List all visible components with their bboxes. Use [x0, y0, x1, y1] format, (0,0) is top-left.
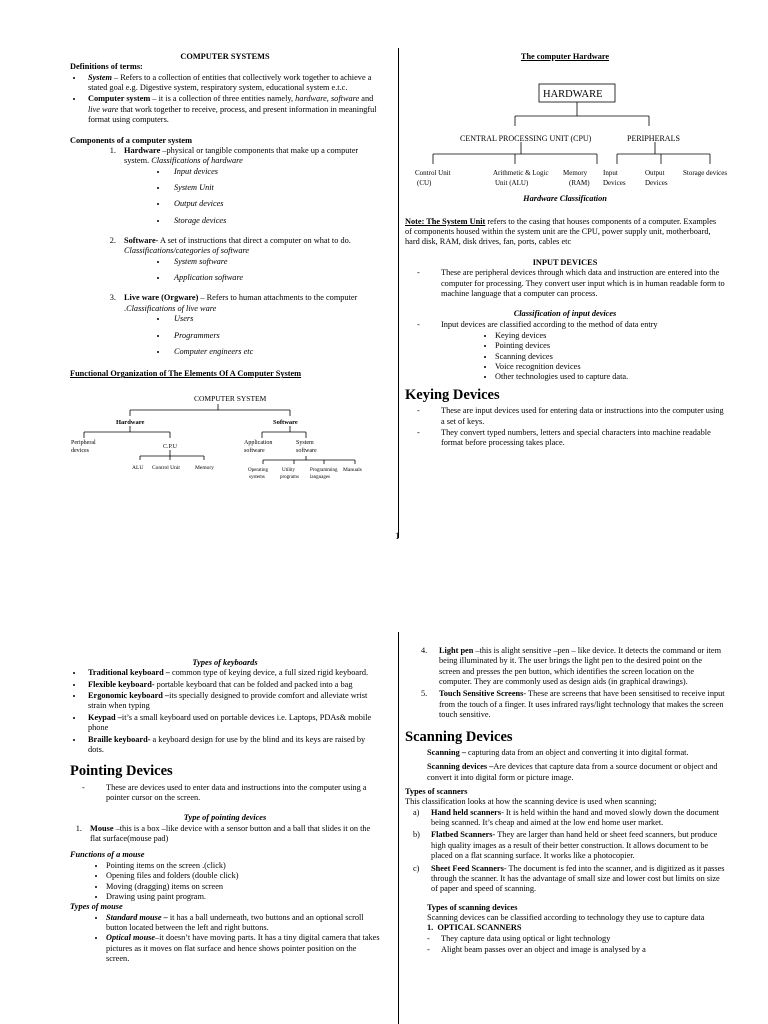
keyboard-type-text: a keyboard design for use by the blind and its keys are raised by dots. — [88, 734, 366, 754]
item-term: Light pen — [439, 646, 474, 655]
functional-heading: Functional Organization of The Elements Of A Computer System — [70, 369, 302, 379]
scanning-types-heading: Types of scanning devices — [427, 902, 518, 912]
mouse-function: • Drawing using paint program. — [106, 892, 380, 902]
mouse-term: Mouse — [90, 823, 114, 833]
components-list — [70, 146, 380, 357]
liveware-item: • Programmers — [168, 331, 380, 341]
hardware-item: • System Unit — [168, 183, 380, 193]
classification-description — [405, 320, 725, 330]
component-software — [118, 236, 380, 283]
diagram-prog-2: languages — [310, 474, 330, 480]
scanner-text: - The document is fed into the scanner, and is digitized as it passes through the scanner. It has the advantage of small size and lower cost but limits on size of paper and speed of scanning. — [431, 863, 725, 894]
mouse-function: • Opening files and folders (double click) — [106, 871, 380, 881]
mouse-item — [84, 824, 380, 845]
component-hardware-term: Hardware — [124, 145, 161, 155]
diagram-app-2: software — [244, 447, 265, 454]
diagram-os-1: Operating — [248, 467, 268, 473]
input-devices-text: - These are peripheral devices through which data and instruction are entered into the computer for processing. They convert user input which is in human readable form to machine language that a computer can process. — [417, 268, 725, 299]
diagram-sys-1: System — [296, 439, 314, 446]
classification-heading: Classification of input devices — [513, 309, 617, 319]
definition-cs-comma: , — [326, 94, 331, 104]
component-software-term: Software — [124, 236, 156, 246]
mouse-function: • Moving (dragging) items on screen — [106, 882, 380, 892]
definition-cs-and: and — [359, 94, 374, 104]
light-pen-item — [421, 646, 725, 687]
component-liveware-text: – Refers to human attachments to the computer . — [124, 293, 358, 313]
scanner-term: Hand held scanners — [431, 807, 502, 817]
diagram-util-2: programs — [280, 474, 299, 480]
hardware-storage: Storage devices — [683, 169, 728, 178]
pointing-types-heading: Type of pointing devices — [183, 813, 267, 823]
column-divider — [398, 632, 399, 1024]
diagram-connectors — [84, 404, 355, 464]
touch-screen-item — [421, 689, 725, 720]
definition-cs-hardware: hardware — [295, 94, 327, 104]
diagram-manuals: Manuals — [343, 466, 362, 473]
hardware-root: HARDWARE — [543, 89, 603, 101]
software-item: • Application software — [168, 273, 380, 283]
keyboard-type — [84, 668, 380, 678]
pointing-devices-heading: Pointing Devices — [70, 763, 173, 780]
hardware-mem-2: (RAM) — [569, 179, 590, 188]
scanning-devices-term: Scanning devices – — [427, 762, 494, 772]
hardware-out-2: Devices — [645, 179, 668, 188]
mouse-functions-heading: Functions of a mouse — [70, 850, 145, 860]
component-hardware — [118, 146, 380, 226]
hardware-peripherals: PERIPHERALS — [627, 134, 680, 144]
scanner-type — [413, 808, 725, 829]
mouse-types-list — [70, 913, 380, 965]
mouse-type — [106, 913, 380, 934]
keyboard-type — [84, 691, 380, 712]
keying-devices-list — [405, 406, 725, 448]
keyboard-type — [84, 713, 380, 734]
diagram-control-unit: Control Unit — [152, 464, 180, 471]
hardware-diagram — [405, 68, 728, 200]
classification-text: - Input devices are classified according to the method of data entry — [417, 320, 725, 330]
page-one-left-column — [70, 52, 380, 486]
mouse-type-term: Optical mouse — [106, 933, 156, 943]
hardware-alu-1: Arithmetic & Logic — [493, 169, 549, 178]
diagram-root: COMPUTER SYSTEM — [194, 393, 267, 403]
hardware-out-1: Output — [645, 169, 665, 178]
keyboard-type — [84, 680, 380, 690]
diagram-peripheral-2: devices — [71, 447, 89, 454]
hardware-cu-2: (CU) — [417, 179, 432, 188]
item-term: Touch Sensitive Screens — [439, 689, 524, 699]
keying-devices-heading: Keying Devices — [405, 386, 500, 403]
definition-computer-system — [84, 94, 380, 125]
liveware-items — [124, 314, 380, 357]
scanner-mark: a) — [413, 807, 420, 817]
diagram-os-2: systems — [249, 474, 265, 480]
pointing-devices-description — [70, 783, 380, 804]
hardware-alu-2: Unit (ALU) — [495, 179, 529, 188]
keyboard-type-text: common type of keying device, a full sized rigid keyboard. — [169, 668, 369, 678]
scanner-type — [413, 864, 725, 895]
page-two-left-column — [70, 658, 380, 964]
page-one-right-column — [405, 52, 728, 453]
scanning-devices-text: Are devices that capture data from a source document or object and convert it into digital form or picture image. — [427, 762, 718, 782]
classification-item: • Voice recognition devices — [495, 362, 725, 372]
scanner-term: Flatbed Scanners — [431, 830, 493, 840]
system-unit-note — [405, 217, 725, 248]
scanner-text: - They are larger than hand held or sheet feed scanners, but produce high quality images as a result of their better construction. It allows document to be placed on a flat scanning surface. It works like a photocopier. — [431, 830, 718, 861]
mouse-text: –this is a box –like device with a sensor button and a ball that slides it on the flat surface(mouse pad) — [90, 823, 371, 844]
input-devices-heading: INPUT DEVICES — [532, 257, 598, 267]
scanner-types-heading: Types of scanners — [405, 786, 468, 796]
item-text: –this is alight sensitive –pen – like device. It detects the command or item being illuminated by it. The user brings the light pen to the desired point on the screen and presses the pen button, which identifies the screen location on the computer. They are commonly used as design aids (in graphical drawings). — [439, 646, 722, 687]
hardware-mem-1: Memory — [563, 169, 588, 178]
optical-scanners-heading — [405, 923, 725, 933]
scanning-devices-definition — [405, 762, 725, 783]
components-heading: Components of a computer system — [70, 135, 192, 145]
classification-item: • Scanning devices — [495, 352, 725, 362]
pointing-devices-continued — [405, 646, 725, 721]
component-hardware-class: Classifications of hardware — [151, 156, 243, 166]
scanner-term: Sheet Feed Scanners — [431, 863, 504, 873]
note-text: refers to the casing that houses components of a computer. Examples of components housed within the system unit are the CPU, power supply unit, motherboard, hard disk, RAM, disk drives, fan, ports, cables etc — [405, 216, 717, 247]
definition-cs-software: software — [330, 94, 360, 104]
diagram-memory: Memory — [195, 464, 214, 471]
keyboard-type — [84, 735, 380, 756]
software-items — [124, 257, 380, 284]
component-liveware-class: Classifications of live ware — [126, 303, 217, 313]
keyboard-type-text: portable keyboard that can be folded and packed into a bag — [154, 679, 353, 689]
keyboard-type-term: Keypad – — [88, 712, 122, 722]
scanner-mark: b) — [413, 830, 420, 840]
keyboard-types-heading: Types of keyboards — [192, 658, 258, 667]
software-item: • System software — [168, 257, 380, 267]
keyboard-type-term: Braille keyboard- — [88, 734, 151, 744]
diagram-alu: ALU — [132, 464, 144, 471]
input-devices-description — [405, 268, 725, 299]
diagram-peripheral-1: Peripheral — [71, 439, 96, 446]
definitions-list — [70, 73, 380, 126]
scanner-types-list — [405, 808, 725, 895]
scanner-types-text: This classification looks at how the scanning device is used when scanning; — [405, 797, 657, 807]
liveware-item: • Computer engineers etc — [168, 347, 380, 357]
component-software-class: Classifications/categories of software — [124, 246, 250, 256]
scanning-definition — [405, 748, 725, 758]
hardware-item: • Storage devices — [168, 216, 380, 226]
hardware-item: • Input devices — [168, 167, 380, 177]
keying-item: - They convert typed numbers, letters and special characters into machine readable format before processing takes place. — [417, 428, 725, 449]
keyboard-type-text: its specially designed to provide comfort and alleviate wrist strain when typing — [88, 691, 368, 711]
scanner-text: - It is held within the hand and moved slowly down the document being scanned. It’s cheap and aimed at the low end home user market. — [431, 807, 720, 828]
hardware-cu-1: Control Unit — [415, 169, 451, 178]
mouse-type-text: –it doesn’t have moving parts. It has a tiny digital camera that takes pictures as it moves on flat surface and hence shows pointer position on the screen. — [106, 933, 380, 964]
optical-item: - They capture data using optical or light technology — [427, 934, 725, 944]
term-system: System — [88, 72, 112, 82]
hardware-title: The computer Hardware — [520, 52, 610, 61]
mouse-type-text: it has a ball underneath, two buttons and an optional scroll button located between the left and right buttons. — [106, 912, 364, 932]
hardware-cpu: CENTRAL PROCESSING UNIT (CPU) — [460, 134, 592, 144]
hardware-item: • Output devices — [168, 199, 380, 209]
classification-item: • Keying devices — [495, 331, 725, 341]
mouse-types-heading: Types of mouse — [70, 902, 123, 912]
definition-cs-text-a: – it is a collection of three entities namely, — [150, 94, 296, 104]
definition-system-text: – Refers to a collection of entities that collectively work together to achieve a stated goal e.g. Digestive system, respiratory system, educational system e.t.c. — [88, 72, 372, 93]
definition-system — [84, 73, 380, 94]
computer-system-diagram — [70, 386, 370, 486]
keyboard-type-text: it’s a small keyboard used on portable devices i.e. Laptops, PDAs& mobile phone — [88, 712, 372, 733]
mouse-type — [106, 933, 380, 964]
component-hardware-text: –physical or tangible components that make up a computer system. — [124, 145, 359, 166]
column-divider — [398, 48, 399, 538]
diagram-prog-1: Programming — [310, 467, 338, 473]
page-two — [0, 512, 768, 1024]
hardware-in-1: Input — [603, 169, 618, 178]
classification-item: • Pointing devices — [495, 341, 725, 351]
scanning-types-text: Scanning devices can be classified according to technology they use to capture data — [427, 912, 705, 922]
item-text: - These are screens that have been sensitised to receive input from the touch of a finger. It uses infrared rays/light technology that makes the screen touch sensitive. — [439, 689, 725, 720]
keying-item: - These are input devices used for entering data or instructions into the computer using a set of keys. — [417, 406, 725, 427]
diagram-sys-2: software — [296, 447, 317, 454]
classification-items — [405, 331, 725, 383]
definition-cs-text-b: that work together to receive, process, and present information in meaningful format using computers. — [88, 104, 377, 125]
definitions-heading: Definitions of terms: — [70, 62, 143, 72]
diagram-app-1: Application — [244, 439, 273, 446]
keyboard-type-term: Traditional keyboard – — [88, 668, 170, 678]
hardware-in-2: Devices — [603, 179, 626, 188]
scanner-type — [413, 830, 725, 861]
liveware-item: • Users — [168, 314, 380, 324]
pointing-devices-text: - These are devices used to enter data and instructions into the computer using a pointer cursor on the screen. — [82, 783, 380, 804]
keyboard-types-list — [70, 668, 380, 755]
hardware-caption: Hardware Classification — [523, 194, 607, 204]
scanning-term: Scanning – — [427, 747, 466, 757]
scanning-devices-heading: Scanning Devices — [405, 728, 513, 745]
diagram-cpu: C.P.U — [163, 443, 178, 450]
classification-item: • Other technologies used to capture data. — [495, 372, 725, 382]
page-number: 1 — [395, 531, 400, 541]
item-number: 5. — [421, 689, 428, 699]
mouse-functions-list — [70, 861, 380, 902]
term-computer-system: Computer system — [88, 94, 151, 104]
note-label: Note: The System Unit — [405, 216, 486, 226]
optical-scanners-list — [405, 934, 725, 956]
page-two-right-column — [405, 646, 725, 959]
keyboard-type-term: Flexible keyboard- — [88, 679, 155, 689]
hardware-items — [124, 167, 380, 226]
component-software-text: - A set of instructions that direct a computer on what to do. — [155, 236, 351, 246]
scanner-mark: c) — [413, 863, 420, 873]
diagram-util-1: Utility — [282, 467, 296, 473]
optical-item: - Alight beam passes over an object and image is analysed by a — [427, 945, 725, 955]
definition-cs-liveware: live ware — [88, 104, 119, 114]
component-liveware-term: Live ware (Orgware) — [124, 293, 199, 303]
component-liveware — [118, 293, 380, 357]
diagram-software: Software — [273, 418, 298, 426]
pointing-types-list — [70, 824, 380, 845]
document-title: COMPUTER SYSTEMS — [180, 52, 270, 61]
optical-number: 1. — [427, 923, 434, 933]
optical-heading-text: OPTICAL SCANNERS — [437, 923, 522, 933]
scanning-text: capturing data from an object and converting it into digital format. — [465, 747, 689, 757]
keyboard-type-term: Ergonomic keyboard – — [88, 691, 170, 701]
item-number: 4. — [421, 646, 428, 655]
mouse-function: • Pointing items on the screen .(click) — [106, 861, 380, 871]
mouse-type-term: Standard mouse – — [106, 912, 168, 922]
diagram-hardware: Hardware — [116, 418, 145, 426]
